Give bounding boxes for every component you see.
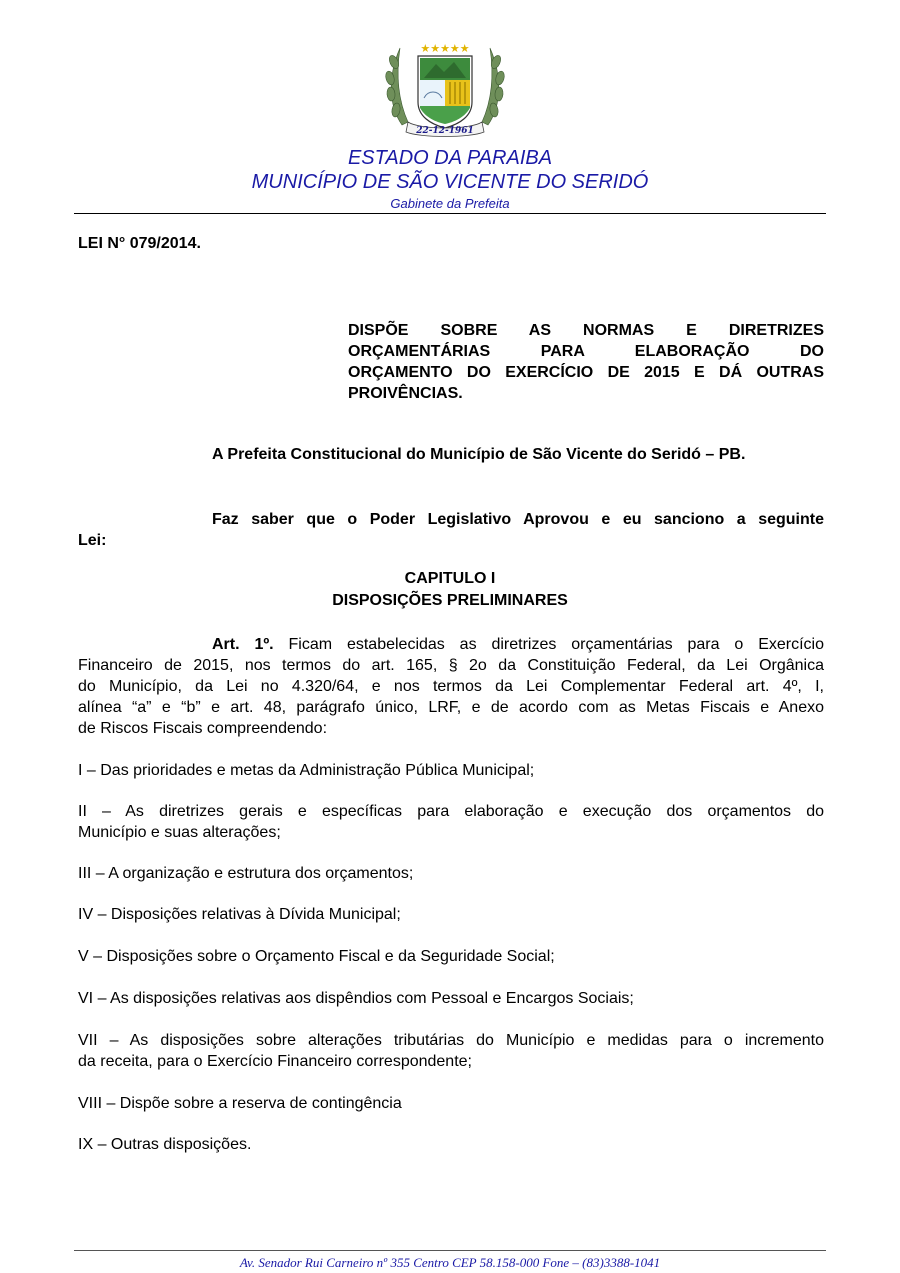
- list-item-line: I – Das prioridades e metas da Administração Pública Municipal;: [78, 762, 535, 779]
- header-divider: [74, 213, 826, 214]
- crest-date: 22-12-1961: [416, 126, 474, 136]
- list-item-line: III – A organização e estrutura dos orçamentos;: [78, 865, 414, 882]
- list-item: [78, 988, 824, 1009]
- list-item-line: VII – As disposições sobre alterações tributárias do Município e medidas para o incremento: [78, 1032, 824, 1049]
- article-line: alínea “a” e “b” e art. 48, parágrafo único, LRF, e de acordo com as Metas Fiscais e Anexo: [78, 699, 824, 716]
- list-item: [78, 946, 824, 967]
- enactment-line: Faz saber que o Poder Legislativo Aprovou e eu sanciono a seguinte: [212, 511, 824, 528]
- chapter-title: CAPITULO I: [404, 570, 496, 587]
- law-summary-line: ORÇAMENTÁRIAS PARA ELABORAÇÃO DO: [348, 343, 824, 360]
- list-item: [78, 1093, 824, 1114]
- svg-text:★★★★★: ★★★★★: [420, 42, 470, 55]
- list-item: [78, 760, 824, 781]
- law-number: LEI N° 079/2014.: [78, 235, 201, 252]
- list-item-line: Município e suas alterações;: [78, 824, 281, 841]
- law-summary: [348, 320, 824, 404]
- list-item: [78, 1030, 824, 1072]
- footer-divider: [74, 1250, 826, 1251]
- article-line: de Riscos Fiscais compreendendo:: [78, 720, 328, 737]
- chapter-subtitle: DISPOSIÇÕES PRELIMINARES: [332, 592, 568, 609]
- list-item-line: VI – As disposições relativas aos dispêndios com Pessoal e Encargos Sociais;: [78, 990, 634, 1007]
- municipality-title: MUNICÍPIO DE SÃO VICENTE DO SERIDÓ: [251, 171, 649, 193]
- list-item: [78, 863, 824, 884]
- article-line: Financeiro de 2015, nos termos do art. 165, § 2o da Constituição Federal, da Lei Orgânica: [78, 657, 824, 674]
- article-line: [78, 634, 824, 655]
- enactment-line: Lei:: [78, 532, 107, 549]
- article-label: Art. 1º.: [212, 636, 274, 653]
- laurel-left-icon: [384, 48, 408, 125]
- list-item-line: II – As diretrizes gerais e específicas para elaboração e execução dos orçamentos do: [78, 803, 824, 820]
- list-item: [78, 904, 824, 925]
- list-item-line: IV – Disposições relativas à Dívida Municipal;: [78, 906, 401, 923]
- enactment-clause: [78, 509, 824, 551]
- article-1: [78, 634, 824, 739]
- office-subtitle: Gabinete da Prefeita: [390, 196, 510, 211]
- list-item: [78, 801, 824, 843]
- article-line: do Município, da Lei no 4.320/64, e nos termos da Lei Complementar Federal art. 4º, I,: [78, 678, 824, 695]
- list-item-line: V – Disposições sobre o Orçamento Fiscal e da Seguridade Social;: [78, 948, 555, 965]
- state-title: ESTADO DA PARAIBA: [347, 147, 553, 169]
- municipal-crest-emblem: [380, 40, 510, 138]
- proclamation: A Prefeita Constitucional do Município de São Vicente do Seridó – PB.: [212, 446, 746, 463]
- laurel-right-icon: [482, 48, 506, 125]
- law-summary-line: ORÇAMENTO DO EXERCÍCIO DE 2015 E DÁ OUTRAS: [348, 364, 824, 381]
- article-text: Ficam estabelecidas as diretrizes orçamentárias para o Exercício: [288, 636, 824, 653]
- list-item: [78, 1134, 824, 1155]
- law-summary-line: DISPÕE SOBRE AS NORMAS E DIRETRIZES: [348, 322, 824, 339]
- footer-address: Av. Senador Rui Carneiro nº 355 Centro CEP 58.158-000 Fone – (83)3388-1041: [239, 1255, 661, 1270]
- shield-icon: [418, 56, 472, 128]
- list-item-line: VIII – Dispõe sobre a reserva de contingência: [78, 1095, 402, 1112]
- list-item-line: IX – Outras disposições.: [78, 1136, 252, 1153]
- stars-icon: [420, 42, 469, 55]
- law-summary-line: PROIVÊNCIAS.: [348, 385, 463, 402]
- list-item-line: da receita, para o Exercício Financeiro correspondente;: [78, 1053, 472, 1070]
